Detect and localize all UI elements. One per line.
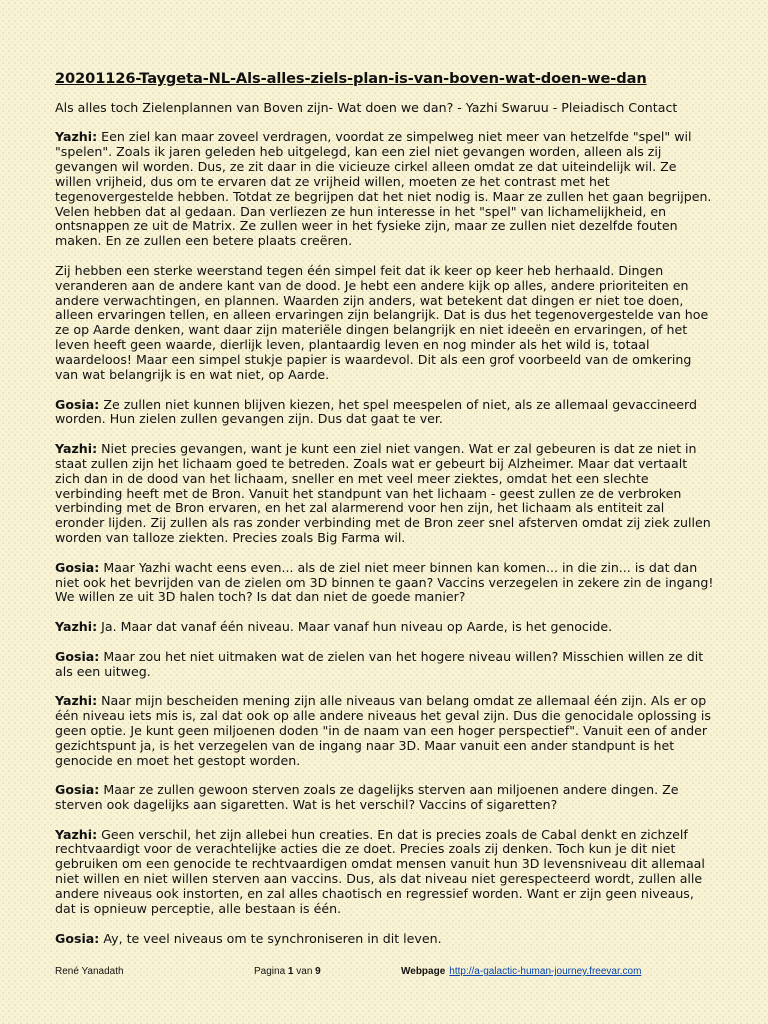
paragraph-text: Geen verschil, het zijn allebei hun creaties. En dat is precies zoals de Cabal denkt en zichzelf rechtvaardigt voor de verachtelijke acties die ze doet. Precies zoals zij denken. Toch kun je dit niet gebruiken om een genocide te rechtvaardigen omdat mensen vanuit hun 3D levensniveau dit allemaal niet willen en niet willen sterven aan vaccins. Dus, als dat niveau niet gerespecteerd wordt, zullen alle andere niveaus ook instorten, en zal alles chaotisch en regressief worden. Want er zijn geen niveaus, dat is opnieuw perceptie, alle bestaan is één.	[55, 826, 705, 916]
dialogue-paragraph	[55, 442, 715, 546]
speaker-label: Yazhi:	[55, 826, 98, 842]
speaker-label: Gosia:	[55, 396, 100, 412]
dialogue-paragraph	[55, 398, 715, 428]
page-of: van	[296, 966, 313, 977]
paragraph-text: Ze zullen niet kunnen blijven kiezen, het spel meespelen of niet, als ze allemaal gevaccineerd worden. Hun zielen zullen gevangen zijn. Dus dat gaat te ver.	[55, 396, 697, 427]
speaker-label: Gosia:	[55, 782, 100, 798]
paragraph-text: Zij hebben een sterke weerstand tegen één simpel feit dat ik keer op keer heb herhaald. Dingen veranderen aan de andere kant van de dood. Je hebt een andere kijk op alles, andere prioriteiten en andere verwachtingen, en plannen. Waarden zijn anders, wat betekent dat dingen er niet toe doen, alleen ervaringen tellen, en alleen ervaringen zijn belangrijk. Dat is dus het tegenovergestelde van hoe ze op Aarde denken, want daar zijn materiële dingen belangrijk en niet ideeën en ervaringen, of het leven heeft geen waarde, dierlijk leven, plantaardig leven en nog minder als het wild is, totaal waardeloos! Maar een simpel stukje papier is waardevol. Dit als een grof voorbeeld van de omkering van wat belangrijk is en wat niet, op Aarde.	[55, 262, 709, 382]
speaker-label: Yazhi:	[55, 619, 98, 635]
speaker-label: Gosia:	[55, 559, 100, 575]
page-footer	[55, 966, 715, 980]
dialogue-paragraph	[55, 694, 715, 768]
webpage-link[interactable]: http://a-galactic-human-journey.freevar.com	[449, 966, 642, 977]
page-label: Pagina	[254, 966, 286, 977]
paragraph-text: Maar zou het niet uitmaken wat de zielen van het hogere niveau willen? Misschien willen ze dit als een uitweg.	[55, 648, 704, 679]
dialogue-paragraph	[55, 828, 715, 917]
paragraph-text: Niet precies gevangen, want je kunt een ziel niet vangen. Wat er zal gebeuren is dat ze niet in staat zullen zijn het lichaam goed te betreden. Zoals wat er gebeurt bij Alzheimer. Maar dat vertaalt zich dan in de dood van het lichaam, sneller en met veel meer ziektes, omdat het een slechte verbinding heeft met de Bron. Vanuit het standpunt van het lichaam - geest zullen ze de verbroken verbinding met de Bron ervaren, en het zal alarmerend voor hen zijn, het lichaam als entiteit zal eronder lijden. Zij zullen als ras zonder verbinding met de Bron zeer snel afsterven omdat zij ziek zullen worden van talloze ziekten. Precies zoals Big Farma wil.	[55, 440, 711, 546]
paragraph-text: Ay, te veel niveaus om te synchroniseren in dit leven.	[103, 930, 442, 946]
speaker-label: Yazhi:	[55, 693, 98, 709]
footer-webpage	[401, 966, 641, 977]
dialogue-paragraph	[55, 130, 715, 249]
document-page	[55, 70, 715, 961]
page-number	[254, 966, 321, 977]
dialogue-paragraph	[55, 932, 715, 947]
dialogue-paragraph	[55, 620, 715, 635]
paragraph-text: Naar mijn bescheiden mening zijn alle niveaus van belang omdat ze allemaal één zijn. Als er op één niveau iets mis is, zal dat ook op alle andere niveaus het geval zijn. Dus die genocidale oplossing is geen optie. Je kunt geen miljoenen doden "in de naam van een hoger perspectief". Vanuit een of ander gezichtspunt ja, is het verzegelen van de ingang naar 3D. Maar vanuit een ander standpunt is het genocide en moet het gestopt worden.	[55, 693, 711, 768]
page-current: 1	[287, 966, 294, 977]
document-title: 20201126-Taygeta-NL-Als-alles-ziels-plan-is-van-boven-wat-doen-we-dan	[55, 70, 647, 87]
paragraph-text: Ja. Maar dat vanaf één niveau. Maar vanaf hun niveau op Aarde, is het genocide.	[101, 619, 613, 635]
paragraph-text: Maar Yazhi wacht eens even... als de ziel niet meer binnen kan komen... in die zin... is dat dan niet ook het bevrijden van de zielen om 3D binnen te gaan? Vaccins verzegelen in zekere zin de ingang! We willen ze uit 3D halen toch? Is dat dan niet de goede manier?	[55, 559, 714, 605]
document-subtitle: Als alles toch Zielenplannen van Boven zijn- Wat doen we dan? - Yazhi Swaruu - Pleiadisch Contact	[55, 100, 678, 115]
paragraph-text: Maar ze zullen gewoon sterven zoals ze dagelijks sterven aan miljoenen andere dingen. Ze sterven ook dagelijks aan sigaretten. Wat is het verschil? Vaccins of sigaretten?	[55, 782, 679, 812]
webpage-label: Webpage	[401, 966, 446, 977]
footer-author: René Yanadath	[55, 966, 124, 977]
page-total: 9	[315, 966, 321, 977]
dialogue-paragraph	[55, 264, 715, 383]
dialogue-paragraph	[55, 561, 715, 606]
speaker-label: Yazhi:	[55, 440, 98, 456]
speaker-label: Yazhi:	[55, 129, 98, 145]
paragraph-text: Een ziel kan maar zoveel verdragen, voordat ze simpelweg niet meer van hetzelfde "spel" wil "spelen". Zoals ik jaren geleden heb uitgelegd, kan een ziel niet gevangen worden, alleen als zij gevangen wil worden. Dus, ze zit daar in die vicieuze cirkel alleen omdat ze dat uiteindelijk wil. Ze willen vrijheid, dus om te ervaren dat ze vrijheid willen, moeten ze het contrast met het tegenovergestelde hebben. Totdat ze begrijpen dat het niet nodig is. Maar ze zullen het gaan begrijpen. Velen hebben dat al gedaan. Dan verliezen ze hun interesse in het "spel" van lichamelijkheid, en ontsnappen ze uit de Matrix. Ze zullen weer in het fysieke zijn, maar ze zullen niet dezelfde fouten maken. En ze zullen een betere plaats creëren.	[55, 129, 712, 249]
dialogue-paragraph	[55, 783, 715, 813]
speaker-label: Gosia:	[55, 930, 100, 946]
speaker-label: Gosia:	[55, 648, 100, 664]
dialogue-paragraph	[55, 650, 715, 680]
